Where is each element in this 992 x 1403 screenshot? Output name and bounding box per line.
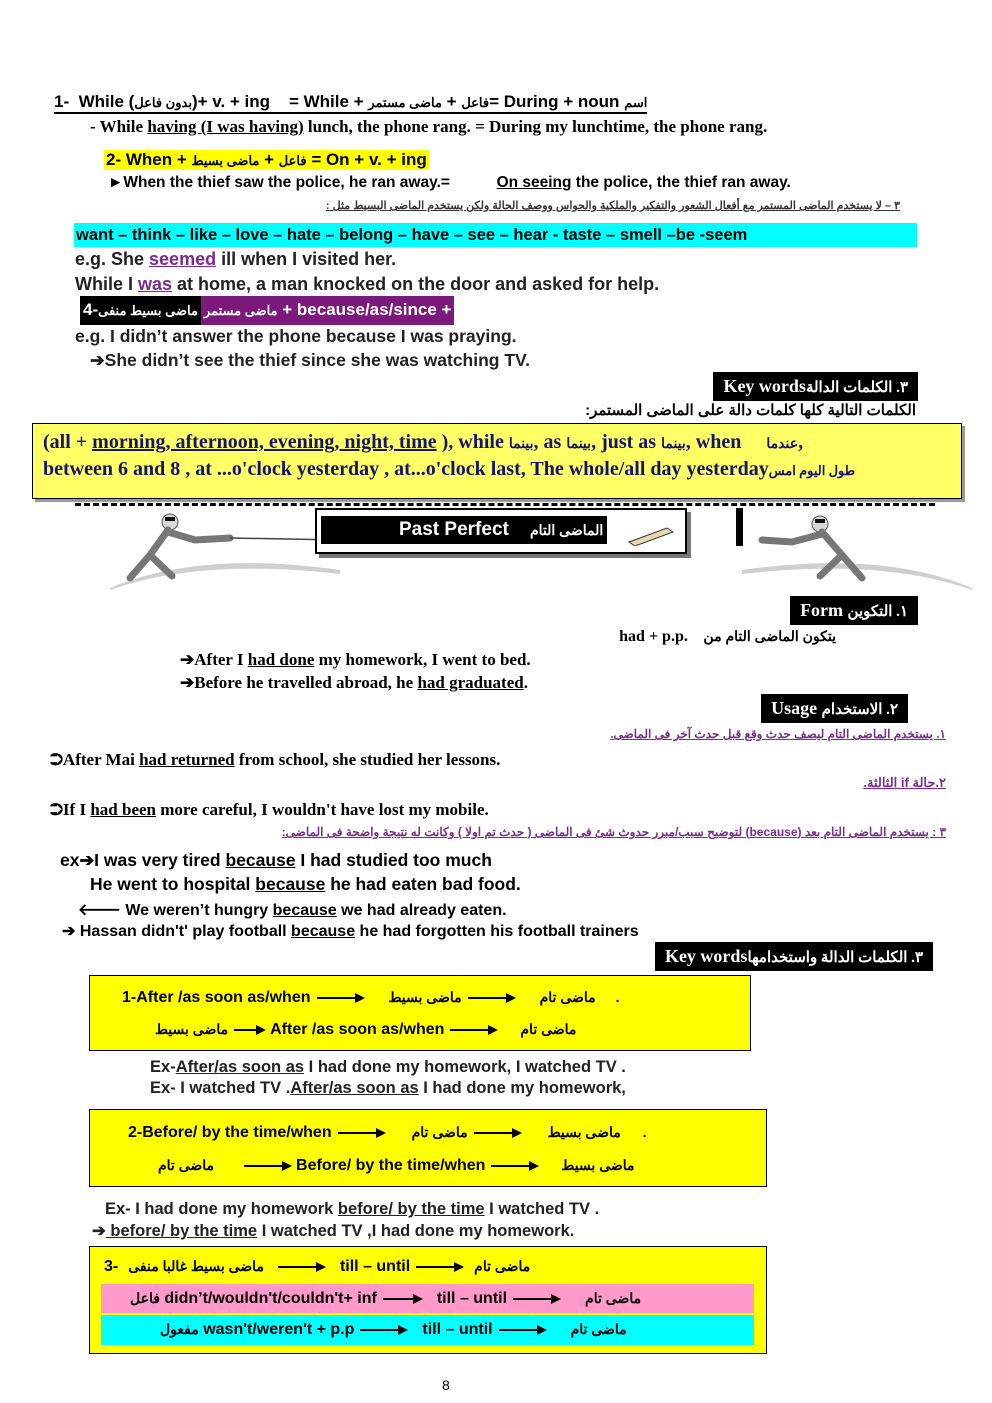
example-text: I was very tired — [94, 850, 226, 870]
tug-figure-right-icon — [742, 510, 972, 590]
box-text: till – until — [436, 1290, 508, 1307]
example-underlined: seemed — [149, 249, 217, 269]
arabic-note: ماضى بسيط غالبا منفى — [128, 1258, 264, 1274]
example-underlined: had graduated — [417, 673, 524, 692]
example-text: Hassan didn't' play football — [79, 923, 292, 940]
arabic-note: ماضى تام — [570, 1321, 627, 1337]
example-text: Ex- I watched TV . — [150, 1079, 291, 1097]
example-underlined: having (I was having) — [147, 117, 304, 136]
keyword-text: , when — [685, 431, 747, 453]
arabic-note: يتكون الماضى التام من — [703, 628, 836, 644]
box-text: didn’t/wouldn't/couldn't+ inf — [164, 1290, 377, 1307]
keyword-text: ), while — [436, 431, 509, 453]
banner-title — [321, 516, 607, 544]
example-text: we had already eaten. — [336, 902, 507, 919]
example-was — [75, 274, 659, 295]
rule-text: + because/as/since + — [282, 300, 452, 319]
arabic-note: بينما — [508, 437, 534, 452]
after-row-1 — [122, 989, 620, 1007]
before-example-1 — [105, 1200, 599, 1219]
rule-text: While ( — [78, 92, 135, 111]
arrow-icon: ➔ — [79, 850, 95, 870]
example-text: I watched TV ,I had done my homework. — [257, 1222, 575, 1240]
usage-example-3 — [60, 850, 492, 871]
arabic-note: ماضى تام — [474, 1258, 531, 1274]
arrow-right-icon — [244, 1165, 290, 1167]
arrow-right-icon — [499, 1329, 545, 1331]
example-thief — [90, 350, 530, 371]
example-when — [108, 174, 791, 192]
usage-3: ٣ : يستخدم الماضى التام بعد (because) لتوضيح سبب/مبرر حدوث شئ فى الماضى ( حدث تم اولا ) وكانت له نتيجة واضحة فى الماضى: — [281, 825, 946, 839]
box-text: till – until — [339, 1258, 411, 1275]
tag-ar: ١. التكوين — [847, 604, 908, 620]
example-underlined: before/ by the time — [105, 1222, 258, 1240]
arrow-circle-icon: ⮊ — [50, 750, 63, 769]
usage-example-5 — [78, 899, 507, 920]
keyword-text: , — [798, 431, 804, 453]
rule-because-right — [201, 296, 455, 325]
arrow-right-icon — [383, 1298, 421, 1300]
box-text: wasn't/weren't + p.p — [203, 1321, 355, 1338]
stative-verbs-list: want – think – like – love – hate – belong – have – see – hear - taste – smell –be -seem — [74, 223, 917, 247]
example-text: - While — [90, 117, 148, 136]
example-underlined: before/ by the time — [337, 1200, 485, 1218]
example-praying: e.g. I didn’t answer the phone because I was praying. — [75, 326, 517, 346]
usage-tag — [762, 695, 907, 722]
rule-text: + — [446, 92, 457, 111]
arrow-icon: ➔ — [180, 650, 195, 669]
keywords-tag — [714, 373, 917, 400]
example-text: He went to hospital — [90, 874, 256, 894]
till-row-1 — [104, 1258, 530, 1276]
box-text: Before/ by the time/when — [296, 1157, 486, 1174]
example-text: I watched TV . — [484, 1200, 600, 1218]
usage-example-4 — [90, 874, 521, 895]
banner-title-ar: الماضى التام — [529, 522, 604, 538]
arrow-right-icon — [474, 1132, 520, 1134]
form-formula: had + p.p. — [619, 628, 688, 645]
arrow-right-icon — [234, 1029, 264, 1031]
usage-example-1 — [50, 750, 500, 770]
banner-rope — [75, 503, 935, 506]
example-text: I had done my homework, I watched TV . — [304, 1058, 626, 1076]
example-text: more careful, I wouldn't have lost my mobile. — [156, 800, 489, 819]
arrow-icon: ➔ — [92, 1222, 106, 1240]
example-text: e.g. She — [75, 249, 150, 269]
box-text: 1-After /as soon as/when — [122, 989, 311, 1006]
form-tag — [791, 597, 917, 624]
arabic-note: مفعول — [160, 1321, 199, 1337]
rule-number: 1- — [54, 92, 70, 111]
usage-example-6 — [62, 921, 639, 941]
arrow-icon: ➔ — [180, 673, 195, 692]
arrow-right-icon — [416, 1266, 462, 1268]
arabic-note: ماضى تام — [158, 1157, 215, 1173]
example-text: he had forgotten his football trainers — [355, 923, 639, 940]
arrow-icon: ➔ — [90, 350, 105, 370]
example-text: he had eaten bad food. — [325, 874, 521, 894]
example-text: Before he travelled abroad, he — [194, 673, 418, 692]
arrow-right-icon — [360, 1329, 406, 1331]
arabic-note: عندما — [766, 437, 799, 452]
arabic-note: ماضى تام — [585, 1290, 642, 1306]
usage-1: ١. يستخدم الماضى التام ليصف حدث وقع قبل حدث آخر فى الماضى. — [610, 727, 946, 741]
rule-text: = While + — [288, 92, 364, 111]
example-underlined: On seeing — [496, 174, 572, 191]
example-underlined: After/as soon as — [175, 1058, 305, 1076]
arrow-right-icon — [338, 1132, 384, 1134]
rule-text: 4- — [83, 300, 99, 319]
till-row-3 — [160, 1321, 627, 1339]
page-number: 8 — [442, 1377, 450, 1393]
banner-box — [315, 508, 687, 554]
example-text: I had studied too much — [295, 850, 492, 870]
keywords-line-1 — [43, 431, 803, 454]
arabic-note: فاعل — [130, 1290, 160, 1306]
example-text: lunch, the phone rang. = During my lunchtime, the phone rang. — [303, 117, 768, 136]
example-text: We weren’t hungry — [125, 902, 273, 919]
arabic-note: طول اليوم امس — [768, 463, 856, 478]
arabic-note: اسم — [624, 95, 648, 110]
after-box — [89, 975, 751, 1051]
arabic-note: ماضى مستمر — [368, 95, 442, 110]
rule-while — [54, 92, 647, 114]
pencil-icon — [627, 524, 677, 546]
form-example-2 — [180, 673, 528, 693]
rule-because-left — [80, 296, 201, 325]
arabic-note: ماضى بسيط. — [388, 989, 620, 1005]
example-underlined: had done — [247, 650, 315, 669]
arabic-note: فاعل — [278, 153, 307, 168]
example-text: ill when I visited her. — [216, 249, 397, 269]
tag-en: Key words — [723, 376, 806, 396]
rule-text: )+ v. + ing — [191, 92, 271, 111]
rule-text: = During + noun — [489, 92, 620, 111]
arabic-note: بدون فاعل — [134, 95, 192, 110]
box-text: 3- — [104, 1258, 119, 1275]
usage-2: ٢.حالة if الثالثة. — [863, 775, 946, 790]
after-example-2 — [150, 1079, 626, 1098]
keyword-text: , just as — [591, 431, 662, 453]
arrow-right-icon — [468, 997, 514, 999]
before-row-1 — [128, 1124, 647, 1142]
arrow-right-icon — [450, 1029, 496, 1031]
tag-en: Key words — [664, 946, 748, 966]
example-text: ex — [60, 850, 80, 870]
rule-when — [104, 150, 429, 170]
box-text: After /as soon as/when — [270, 1021, 445, 1038]
before-box — [89, 1109, 767, 1187]
arabic-note: ماضى تام. — [411, 1124, 647, 1140]
before-row-2 — [158, 1157, 635, 1175]
example-text: from school, she studied her lessons. — [234, 750, 501, 769]
example-seemed — [75, 249, 396, 270]
tag-en: Form — [800, 600, 844, 620]
keyword-text: (all + — [43, 431, 93, 453]
example-underlined: had returned — [139, 750, 235, 769]
tag-ar: ٢. الاستخدام — [821, 702, 898, 718]
example-text: After Mai — [62, 750, 140, 769]
example-text: Ex- — [150, 1058, 176, 1076]
keyword-text: between 6 and 8 , at ...o'clock yesterday , at...o'clock last, The whole/all day yesterday — [43, 458, 769, 480]
example-text: . — [523, 673, 528, 692]
after-example-1 — [150, 1058, 626, 1077]
example-while — [90, 117, 767, 137]
banner-post — [736, 508, 743, 546]
arrow-left-icon: 🡐 — [78, 902, 121, 919]
keywords-line-2 — [43, 458, 855, 481]
rule-text: + — [264, 150, 275, 169]
keywords-perf-tag — [656, 943, 932, 970]
arrow-right-icon — [317, 997, 363, 999]
stative-note: ٣ – لا يستخدم الماضى المستمر مع أفعال الشعور والتفكير والملكية والحواس ووصف الحالة ولكن يستخدم الماضى البسيط مثل : — [325, 200, 900, 212]
example-text: at home, a man knocked on the door and asked for help. — [172, 274, 660, 294]
example-text: ►When the thief saw the police, he ran away.= — [108, 174, 450, 191]
arabic-note: بينما — [661, 437, 686, 452]
keyword-underlined: morning, afternoon, evening, night, time — [92, 431, 437, 453]
banner-title-en: Past Perfect — [399, 519, 509, 540]
arrow-icon: ➔ — [62, 923, 76, 940]
usage-example-2 — [50, 800, 489, 820]
example-underlined: because — [255, 874, 326, 894]
arrow-circle-icon: ⮊ — [50, 800, 63, 819]
rule-because — [80, 296, 454, 320]
arrow-right-icon — [513, 1298, 559, 1300]
box-text: 2-Before/ by the time/when — [128, 1124, 332, 1141]
arabic-note: ماضى بسيط — [547, 1124, 621, 1140]
example-text: the police, the thief ran away. — [571, 174, 791, 191]
arabic-note: ماضى بسيط — [191, 153, 260, 168]
example-text: I had done my homework, — [418, 1079, 626, 1097]
arabic-note: ماضى بسيط — [561, 1157, 635, 1173]
before-example-2 — [92, 1221, 574, 1241]
example-underlined: After/as soon as — [290, 1079, 419, 1097]
arabic-note: ماضى مستمر — [203, 303, 278, 318]
tag-en: Usage — [771, 698, 818, 718]
arabic-note: ماضى تام — [539, 989, 596, 1005]
tug-figure-left-icon — [110, 510, 340, 590]
example-underlined: because — [291, 923, 356, 940]
arabic-note: ماضى بسيط منفى — [98, 303, 198, 318]
example-text: If I — [62, 800, 91, 819]
example-underlined: had been — [90, 800, 156, 819]
example-text: Ex- I had done my homework — [105, 1200, 338, 1218]
example-text: While I — [75, 274, 138, 294]
rule-text: 2- When + — [106, 150, 187, 169]
example-text: She didn’t see the thief since she was watching TV. — [104, 350, 530, 370]
example-underlined: was — [138, 274, 173, 294]
example-text: my homework, I went to bed. — [314, 650, 531, 669]
example-underlined: because — [272, 902, 337, 919]
rule-text: = On + v. + ing — [311, 150, 427, 169]
example-underlined: because — [225, 850, 296, 870]
arabic-note: ماضى بسيط — [155, 1021, 229, 1037]
arabic-note: بينما — [566, 437, 592, 452]
arabic-note: فاعل — [461, 95, 490, 110]
till-row-2 — [130, 1290, 641, 1308]
keywords-intro: الكلمات التالية كلها كلمات دالة على الماضى المستمر: — [585, 402, 916, 419]
box-text: till – until — [422, 1321, 493, 1338]
tag-ar: ٣. الكلمات الدالة — [805, 380, 908, 396]
arabic-note: ماضى تام — [520, 1021, 577, 1037]
arrow-right-icon — [491, 1165, 537, 1167]
example-text: After I — [194, 650, 248, 669]
form-definition — [619, 628, 836, 646]
tag-ar: ٣. الكلمات الدالة واستخدامها — [747, 950, 923, 966]
form-example-1 — [180, 650, 531, 670]
after-row-2 — [155, 1021, 576, 1039]
keyword-text: , as — [533, 431, 567, 453]
arrow-right-icon — [278, 1266, 324, 1268]
